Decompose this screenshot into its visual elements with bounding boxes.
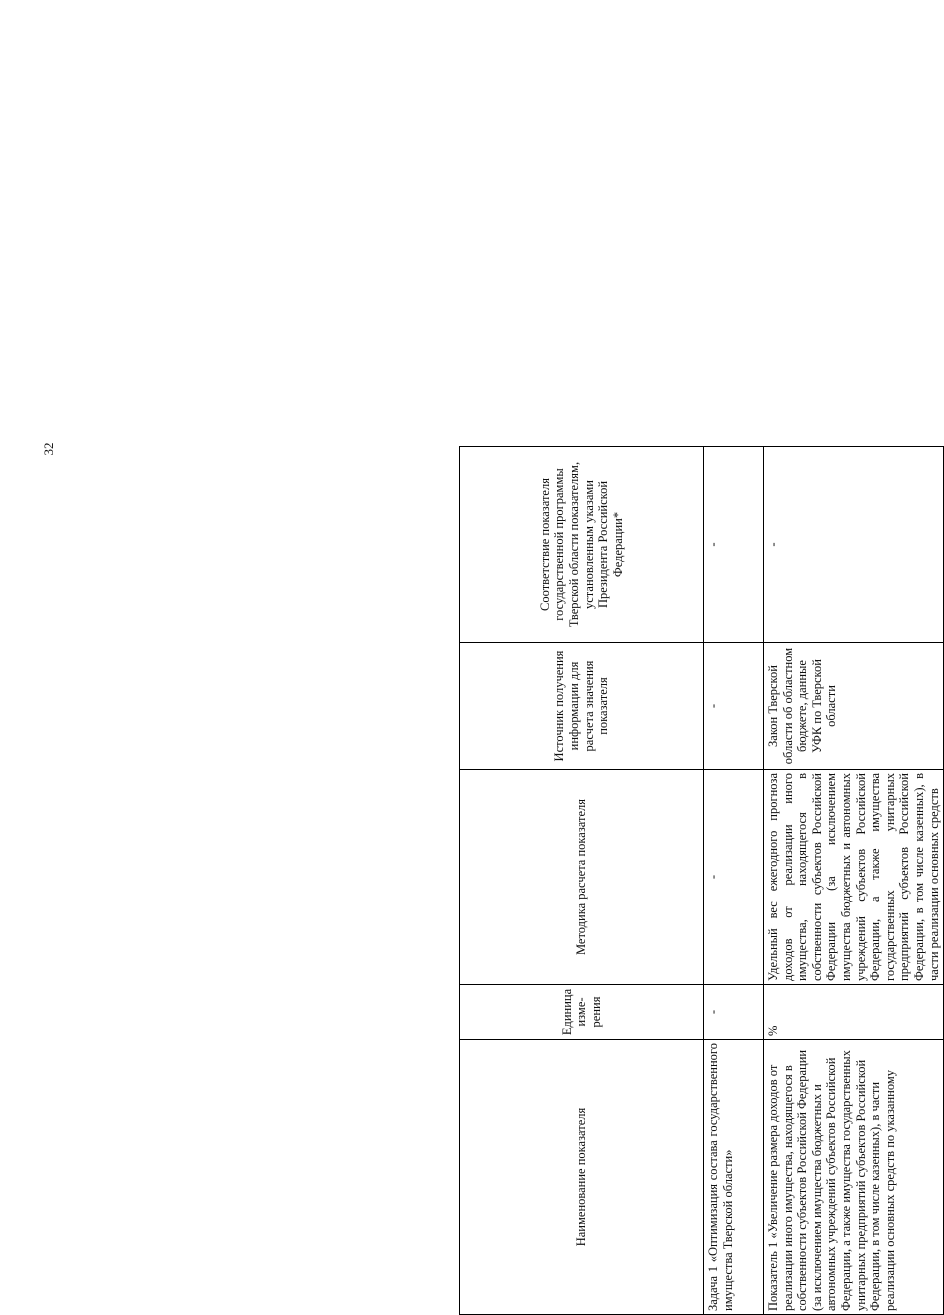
indicator-name-cell: Показатель 1 «Увеличение размера доходов от реализации иного имущества, находящегося в собственности субъектов Российской Федерации (за исключением имущества бюджетных и автономных учреждений субъектов Российской Федерации, а также имущества государственных унитарных предприятий субъектов Российской Федерации, в том числе казенных), в части реализации основных средств по указанному — [764, 1040, 944, 1315]
header-method: Методика расчета показателя — [460, 770, 704, 985]
indicator-source-cell: Закон Тверской области об областном бюджете, данные УФК по Тверской области — [764, 643, 944, 770]
indicators-table — [459, 446, 944, 1315]
table-row-task — [704, 447, 764, 1315]
indicator-compliance-cell: - — [764, 447, 944, 643]
page-number: 32 — [41, 442, 56, 456]
header-unit: Единица изме-рения — [460, 985, 704, 1040]
header-source: Источник получения информации для расчета значения показателя — [460, 643, 704, 770]
header-indicator-name: Наименование показателя — [460, 1040, 704, 1315]
header-compliance: Соответствие показателя государственной программы Тверской области показателям, установленным указами Президента Российской Федерации* — [460, 447, 704, 643]
task-source-cell: - — [704, 643, 764, 770]
indicator-method-cell: Удельный вес ежегодного прогноза доходов от реализации иного имущества, находящегося в собственности субъектов Российской Федерации (за исключением имущества бюджетных и автономных учреждений субъектов Российской Федерации, а также имущества государственных унитарных предприятий субъектов Российской Федерации, в том числе казенных), в части реализации основных средств — [764, 770, 944, 985]
table-row-indicator — [764, 447, 944, 1315]
task-compliance-cell: - — [704, 447, 764, 643]
task-unit-cell: - — [704, 985, 764, 1040]
table-header-row — [460, 447, 704, 1315]
indicator-unit-cell: % — [764, 985, 944, 1040]
rotated-table-container — [459, 447, 941, 1315]
task-name-cell: Задача 1 «Оптимизация состава государственного имущества Тверской области» — [704, 1040, 764, 1315]
task-method-cell: - — [704, 770, 764, 985]
